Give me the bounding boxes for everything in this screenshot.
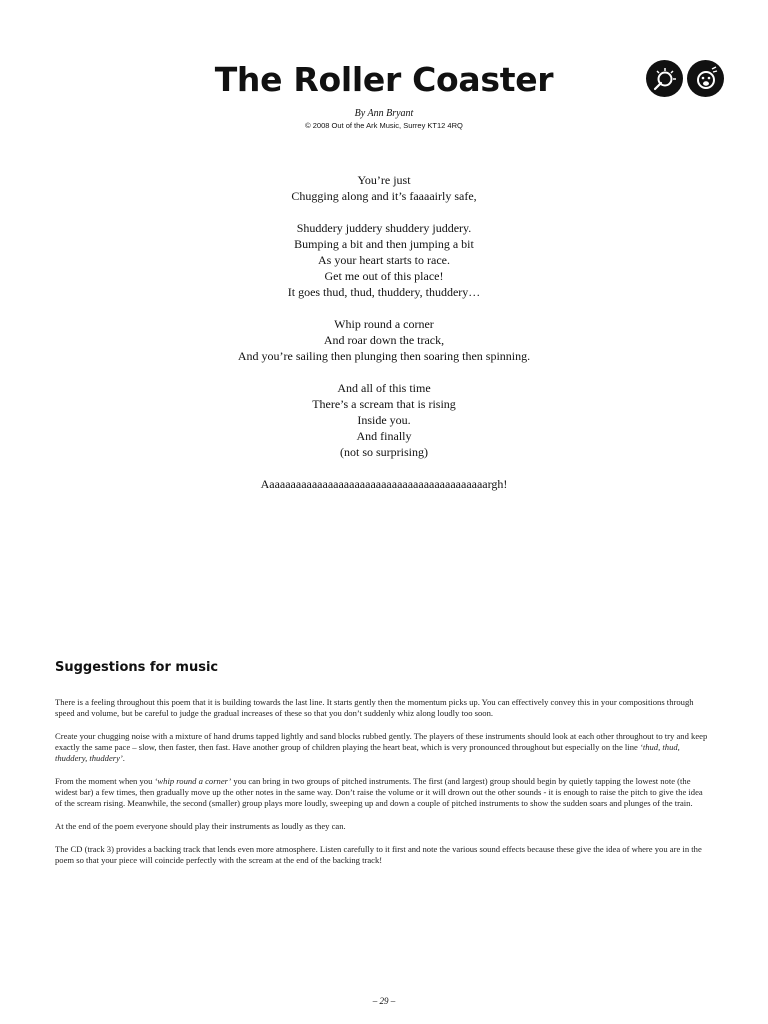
poem-line: There’s a scream that is rising — [312, 397, 456, 411]
author-byline: By Ann Bryant — [354, 108, 414, 119]
poem-line: It goes thud, thud, thuddery, thuddery… — [287, 285, 481, 299]
quoted-line: ‘thud, thud, thuddery, thuddery’ — [55, 742, 680, 763]
suggestions-body — [55, 697, 710, 878]
poem-stanza — [0, 220, 768, 300]
poem-stanza — [0, 476, 768, 492]
paragraph-text: Create your chugging noise with a mixture of hand drums tapped lightly and sand blocks rubbed gently. The players of these instruments should look at each other throughout to try and keep exactly the same pace – slow, then faster, then fast. Have another group of children playing the heart beat, which is very pronounced throughout but especially on the line — [55, 731, 708, 752]
activity-icons — [646, 60, 724, 97]
suggestion-paragraph: At the end of the poem everyone should play their instruments as loudly as they can. — [55, 821, 346, 831]
copyright-notice: © 2008 Out of the Ark Music, Surrey KT12 4RQ — [305, 121, 463, 130]
poem-line: (not so surprising) — [340, 445, 428, 459]
poem-text — [0, 172, 768, 508]
paragraph-text: From the moment when you — [55, 776, 155, 786]
paragraph-text: you can bring in two groups of pitched instruments. The first (and largest) group should begin by quietly tapping the lowest note (the widest bar) a few times, then gradually move up the other notes in the same way. Don’t raise the volume or it will drown out the other sounds - it is enough to raise the pitch to give the idea of the scream rising. Meanwhile, the second (smaller) group plays more loudly, sweeping up and down a couple of pitched instruments to show the sudden soars and plunges of the train. — [55, 776, 703, 808]
suggestions-heading: Suggestions for music — [55, 660, 219, 675]
poem-line: And finally — [356, 429, 412, 443]
poem-line: And you’re sailing then plunging then soaring then spinning. — [237, 349, 531, 363]
instrument-play-icon — [646, 60, 683, 97]
quoted-line: ‘whip round a corner’ — [154, 776, 232, 786]
poem-line: You’re just — [357, 173, 411, 187]
poem-line: Chugging along and it’s faaaairly safe, — [291, 189, 477, 203]
poem-line: Aaaaaaaaaaaaaaaaaaaaaaaaaaaaaaaaaaaaaaaaaargh! — [260, 477, 508, 491]
singing-face-icon — [687, 60, 724, 97]
suggestion-paragraph: The CD (track 3) provides a backing track that lends even more atmosphere. Listen carefully to it first and note the various sound effects because these give the idea of where you are in the poem so that your piece will coincide perfectly with the scream at the end of the backing track! — [55, 844, 702, 865]
suggestion-paragraph — [55, 731, 710, 764]
poem-line: And roar down the track, — [323, 333, 445, 347]
poem-stanza — [0, 316, 768, 364]
poem-stanza — [0, 172, 768, 204]
page-number: – 29 – — [372, 996, 396, 1006]
page-title: The Roller Coaster — [214, 60, 554, 99]
poem-line: Shuddery juddery shuddery juddery. — [296, 221, 472, 235]
poem-stanza — [0, 380, 768, 460]
suggestion-paragraph — [55, 776, 710, 809]
poem-line: And all of this time — [337, 381, 431, 395]
suggestion-paragraph: There is a feeling throughout this poem that it is building towards the last line. It starts gently then the momentum picks up. You can effectively convey this in your compositions through speed and volume, but be careful to judge the gradual increases of these so that you don’t suddenly whiz along loudly too soon. — [55, 697, 694, 718]
poem-line: As your heart starts to race. — [318, 253, 450, 267]
poem-line: Inside you. — [357, 413, 411, 427]
paragraph-text: . — [122, 753, 125, 763]
poem-line: Whip round a corner — [334, 317, 434, 331]
poem-line: Get me out of this place! — [324, 269, 444, 283]
poem-line: Bumping a bit and then jumping a bit — [294, 237, 474, 251]
